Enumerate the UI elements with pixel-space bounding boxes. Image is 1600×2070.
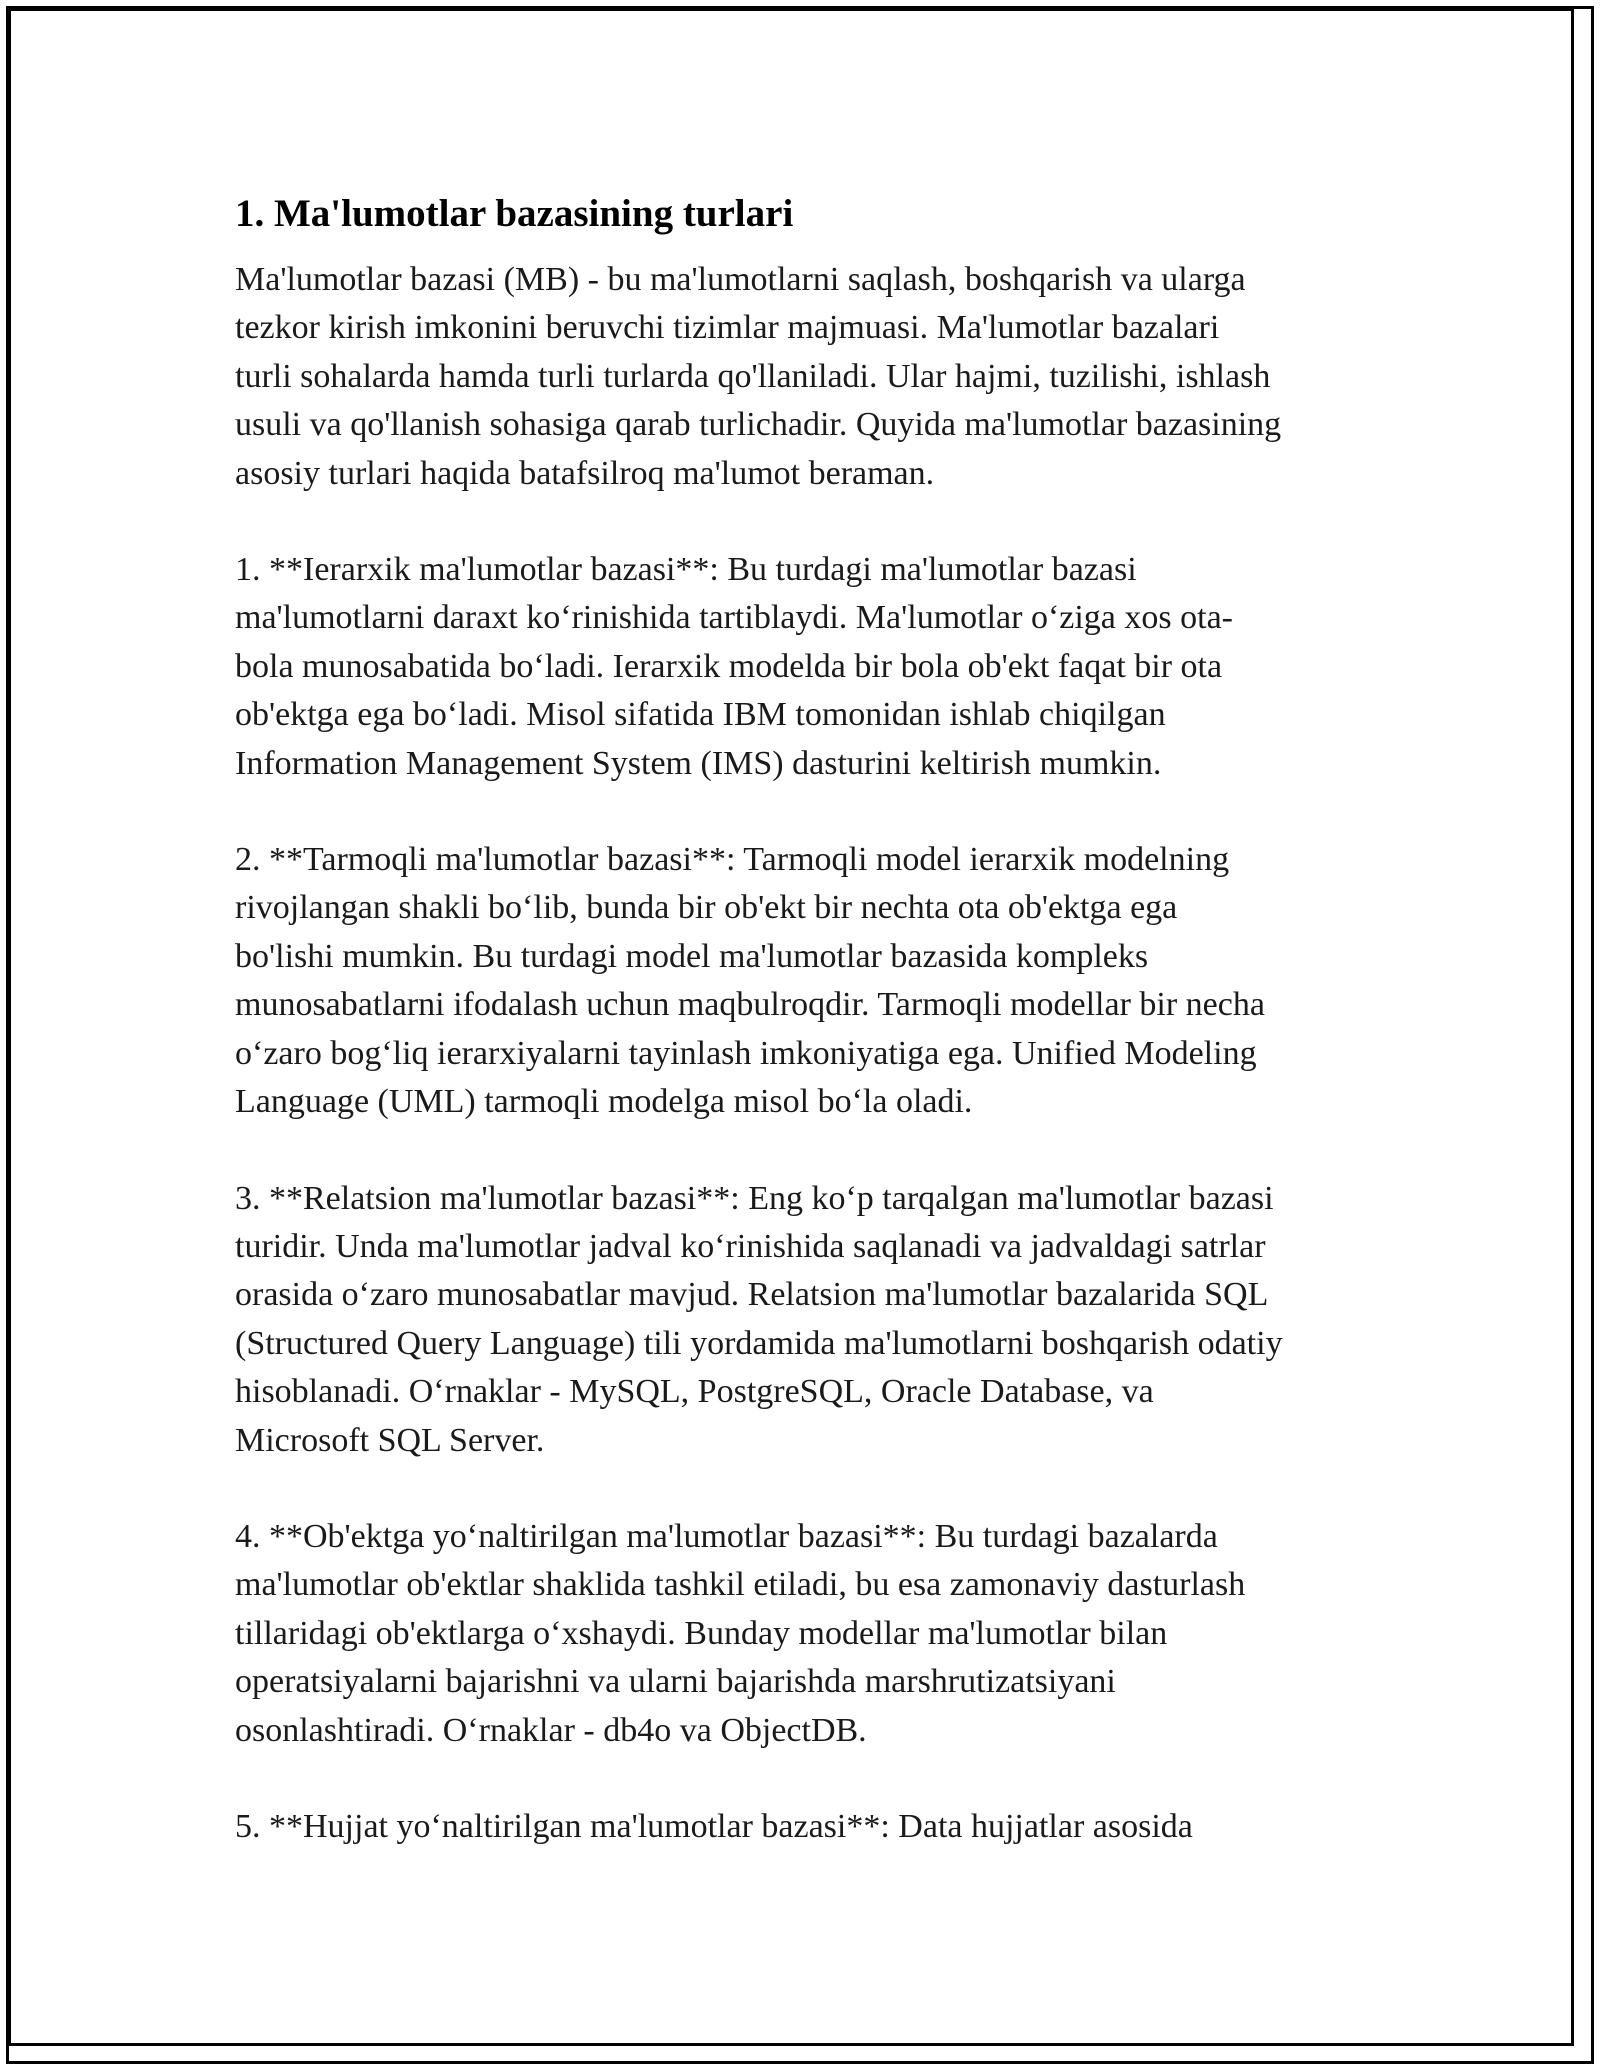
text-line: Information Management System (IMS) dasturini keltirish mumkin. (235, 744, 1162, 782)
text-line: bo'lishi mumkin. Bu turdagi model ma'lumotlar bazasida kompleks (235, 937, 1149, 975)
text-line: orasida o‘zaro munosabatlar mavjud. Relatsion ma'lumotlar bazalarida SQL (235, 1276, 1269, 1314)
text-line: Microsoft SQL Server. (235, 1421, 545, 1459)
text-line: munosabatlarni ifodalash uchun maqbulroqdir. Tarmoqli modellar bir necha (235, 986, 1265, 1024)
text-line: ma'lumotlarni daraxt ko‘rinishida tartiblaydi. Ma'lumotlar o‘ziga xos ota- (235, 599, 1233, 637)
text-line: tillaridagi ob'ektlarga o‘xshaydi. Bunday modellar ma'lumotlar bilan (235, 1614, 1168, 1652)
paragraph-hierarchical (235, 546, 1385, 788)
text-line: 1. **Ierarxik ma'lumotlar bazasi**: Bu turdagi ma'lumotlar bazasi (235, 551, 1137, 589)
document-title: 1. Ma'lumotlar bazasining turlari (235, 192, 794, 235)
text-line: (Structured Query Language) tili yordamida ma'lumotlarni boshqarish odatiy (235, 1324, 1283, 1362)
text-line: rivojlangan shakli bo‘lib, bunda bir ob'ekt bir nechta ota ob'ektga ega (235, 889, 1178, 927)
text-line: ma'lumotlar ob'ektlar shaklida tashkil etiladi, bu esa zamonaviy dasturlash (235, 1566, 1246, 1604)
text-line: bola munosabatida bo‘ladi. Ierarxik modelda bir bola ob'ekt faqat bir ota (235, 647, 1223, 685)
paragraph-intro (235, 256, 1385, 498)
text-line: turli sohalarda hamda turli turlarda qo'llaniladi. Ular hajmi, tuzilishi, ishlash (235, 357, 1271, 395)
paragraph-network (235, 836, 1385, 1126)
text-line: turidir. Unda ma'lumotlar jadval ko‘rinishida saqlanadi va jadvaldagi satrlar (235, 1227, 1266, 1265)
text-line: ob'ektga ega bo‘ladi. Misol sifatida IBM tomonidan ishlab chiqilgan (235, 696, 1166, 734)
text-line: 5. **Hujjat yo‘naltirilgan ma'lumotlar bazasi**: Data hujjatlar asosida (235, 1807, 1193, 1845)
text-line: usuli va qo'llanish sohasiga qarab turlichadir. Quyida ma'lumotlar bazasining (235, 406, 1282, 444)
text-line: 3. **Relatsion ma'lumotlar bazasi**: Eng ko‘p tarqalgan ma'lumotlar bazasi (235, 1179, 1274, 1217)
text-line: Ma'lumotlar bazasi (MB) - bu ma'lumotlarni saqlash, boshqarish va ularga (235, 261, 1246, 298)
text-line: tezkor kirish imkonini beruvchi tizimlar majmuasi. Ma'lumotlar bazalari (235, 309, 1220, 347)
text-line: o‘zaro bog‘liq ierarxiyalarni tayinlash imkoniyatiga ega. Unified Modeling (235, 1034, 1257, 1072)
text-line: 4. **Ob'ektga yo‘naltirilgan ma'lumotlar bazasi**: Bu turdagi bazalarda (235, 1517, 1218, 1555)
paragraph-object-oriented (235, 1513, 1385, 1755)
paragraph-relational (235, 1175, 1385, 1465)
text-line: Language (UML) tarmoqli modelga misol bo‘la oladi. (235, 1083, 973, 1121)
text-line: 2. **Tarmoqli ma'lumotlar bazasi**: Tarmoqli model ierarxik modelning (235, 841, 1230, 879)
text-line: asosiy turlari haqida batafsilroq ma'lumot beraman. (235, 454, 935, 492)
paragraph-document-oriented (235, 1803, 1385, 1851)
text-line: osonlashtiradi. O‘rnaklar - db4o va ObjectDB. (235, 1711, 867, 1749)
document-body (235, 184, 1385, 1899)
text-line: operatsiyalarni bajarishni va ularni bajarishda marshrutizatsiyani (235, 1663, 1116, 1701)
text-line: hisoblanadi. O‘rnaklar - MySQL, PostgreSQL, Oracle Database, va (235, 1373, 1154, 1411)
